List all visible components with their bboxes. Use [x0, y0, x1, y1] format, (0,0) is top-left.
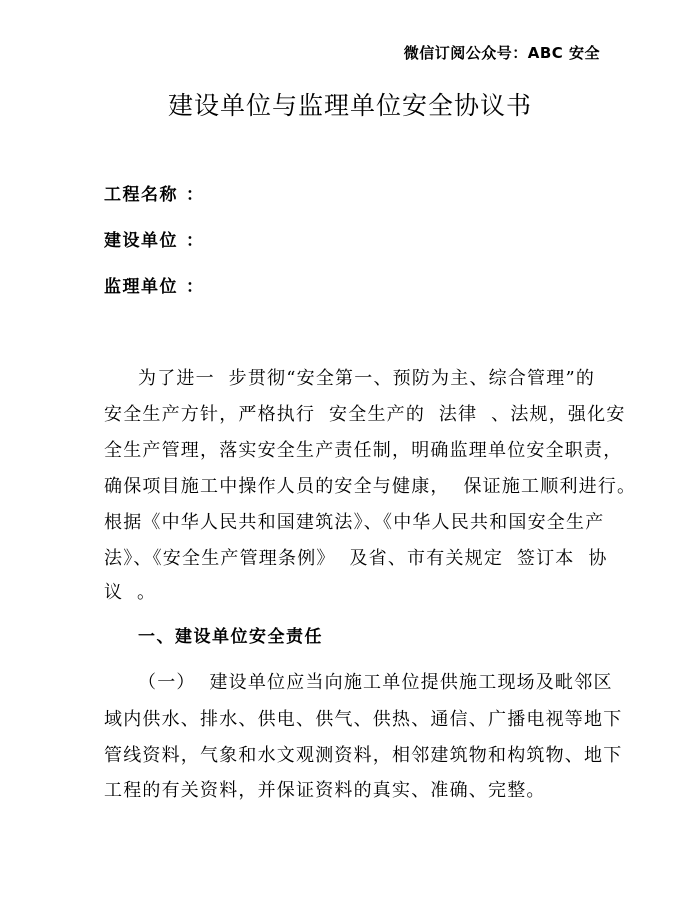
- field-project-name: [104, 180, 205, 205]
- document-title: 建设单位与监理单位安全协议书: [167, 91, 532, 120]
- field-supervision-unit-colon: ：: [186, 277, 205, 297]
- item-line: （一） 建设单位应当向施工单位提供施工现场及毗邻区: [138, 672, 613, 693]
- intro-line: 议 。: [104, 582, 157, 603]
- intro-line: 确保项目施工中操作人员的安全与健康， 保证施工顺利进行。: [104, 476, 637, 497]
- section-heading-1: 一、建设单位安全责任: [138, 627, 323, 647]
- field-supervision-unit: [104, 272, 205, 297]
- item-line: 域内供水、排水、供电、供气、供热、通信、广播电视等地下: [104, 709, 623, 730]
- field-construction-unit: [104, 226, 205, 251]
- intro-line: 根据《中华人民共和国建筑法》、《中华人民共和国安全生产: [104, 512, 605, 533]
- intro-line: 全生产管理，落实安全生产责任制，明确监理单位安全职责，: [104, 440, 623, 461]
- field-supervision-unit-label: 监理单位: [104, 277, 178, 297]
- intro-line: 安全生产方针，严格执行 安全生产的 法律 、法规，强化安: [104, 404, 626, 425]
- intro-line: 为了进一 步贯彻“安全第一、预防为主、综合管理”的: [138, 368, 596, 389]
- field-project-name-colon: ：: [186, 185, 205, 205]
- field-project-name-label: 工程名称: [104, 185, 178, 205]
- item-line: 工程的有关资料，并保证资料的真实、准确、完整。: [104, 780, 546, 801]
- subscription-note: 微信订阅公众号：ABC 安全: [403, 44, 600, 62]
- field-construction-unit-colon: ：: [186, 231, 205, 251]
- field-construction-unit-label: 建设单位: [104, 231, 178, 251]
- intro-line: 法》、《安全生产管理条例》 及省、市有关规定 签订本 协: [104, 548, 608, 569]
- item-line: 管线资料，气象和水文观测资料，相邻建筑物和构筑物、地下: [104, 745, 623, 766]
